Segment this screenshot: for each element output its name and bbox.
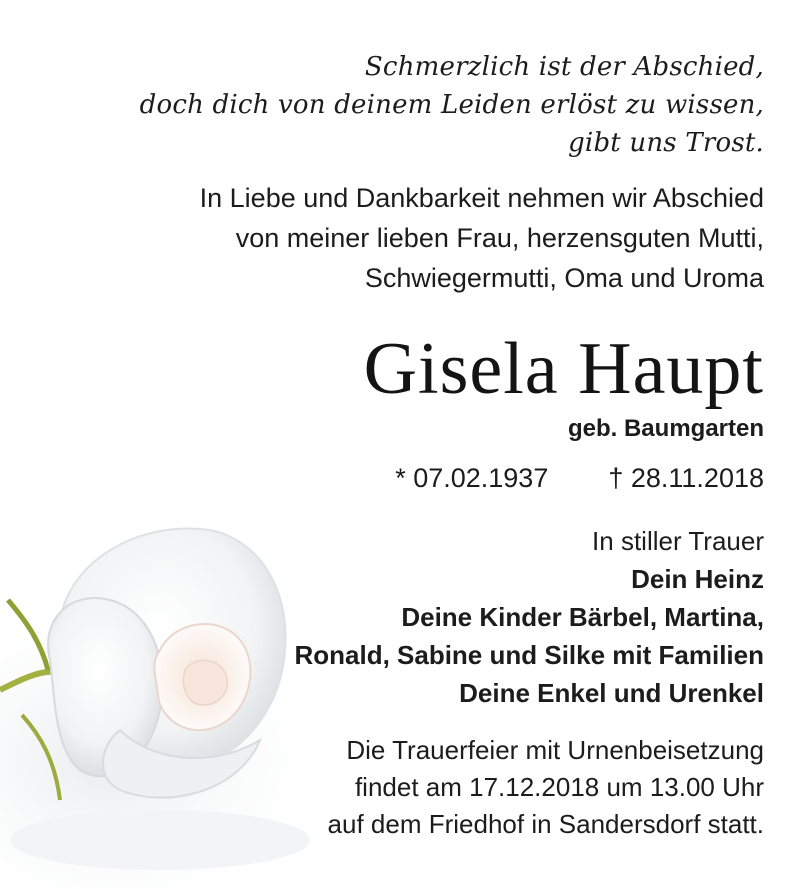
service-line: Die Trauerfeier mit Urnenbeisetzung (346, 735, 764, 765)
service-line: findet am 17.12.2018 um 13.00 Uhr (354, 772, 764, 802)
white-rose-illustration (0, 500, 340, 889)
mourner-line: Dein Heinz (631, 564, 764, 594)
verse-line: Schmerzlich ist der Abschied, (364, 52, 764, 82)
verse-line: doch dich von deinem Leiden erlöst zu wissen, (139, 90, 764, 120)
mourner-line: Ronald, Sabine und Silke mit Familien (294, 640, 764, 670)
verse (140, 48, 764, 162)
mourners-intro: In stiller Trauer (592, 526, 764, 556)
service-line: auf dem Friedhof in Sandersdorf statt. (327, 809, 764, 839)
death-date: † 28.11.2018 (608, 463, 764, 493)
birth-name: geb. Baumgarten (567, 415, 764, 442)
service-info (328, 732, 764, 843)
verse-line: gibt uns Trost. (568, 128, 764, 158)
intro-line: In Liebe und Dankbarkeit nehmen wir Abschied (199, 183, 764, 213)
life-dates (395, 460, 764, 496)
deceased-name: Gisela Haupt (363, 328, 764, 410)
mourners (294, 522, 764, 712)
farewell-intro (200, 178, 764, 298)
intro-line: von meiner lieben Frau, herzensguten Mutti, (235, 223, 764, 253)
mourner-line: Deine Kinder Bärbel, Martina, (401, 602, 764, 632)
birth-date: * 07.02.1937 (395, 463, 549, 493)
intro-line: Schwiegermutti, Oma und Uroma (364, 263, 764, 293)
mourner-line: Deine Enkel und Urenkel (459, 678, 764, 708)
